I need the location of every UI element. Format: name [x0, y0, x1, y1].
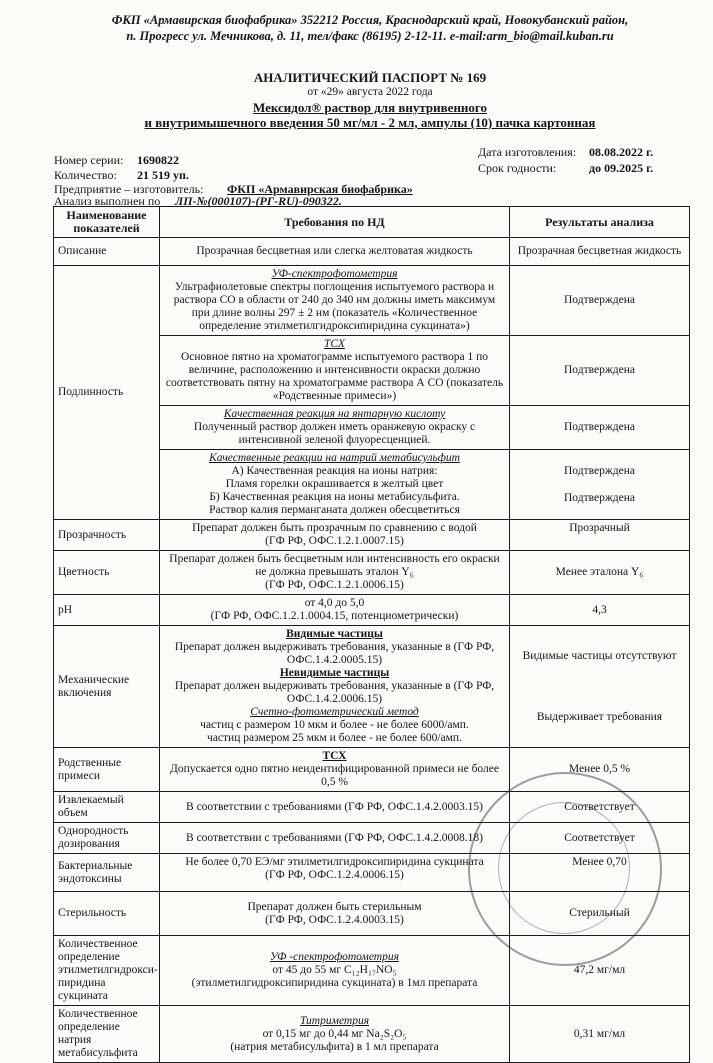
document-title: [120, 70, 620, 130]
product-name-line-2: и внутримышечного введения 50 мг/мл - 2 мл, ампулы (10) пачка картонная: [144, 115, 596, 130]
requirement-reference: (ГФ РФ, ОФС.1.2.4.0006.15): [265, 869, 404, 881]
analysis-table: [53, 206, 690, 1063]
method-label: Невидимые частицы: [279, 667, 390, 679]
row-result: Подтверждена: [510, 406, 690, 450]
series-label: Номер серии:: [54, 153, 124, 167]
row-name: Цветность: [54, 551, 160, 595]
requirement-text: от 4,0 до 5,0: [304, 597, 365, 609]
row-name: Количественное определение этилметилгидрокси-пиридина сукцината: [54, 936, 160, 1006]
method-label: Видимые частицы: [286, 628, 383, 640]
method-label: ТСХ: [324, 338, 345, 350]
row-result: Прозрачный: [510, 520, 690, 551]
row-requirement: В соответствии с требованиями (ГФ РФ, ОФС.1.4.2.0008.18): [160, 823, 510, 854]
requirement-text: Не более 0,70 ЕЭ/мг этилметилгидроксипиридина сукцината: [185, 856, 484, 868]
organization-header: [70, 12, 670, 44]
requirement-text: Препарат должен быть прозрачным по сравнению с водой: [192, 522, 477, 534]
table-row: [54, 748, 690, 792]
table-row: [54, 823, 690, 854]
table-header-row: [54, 207, 690, 238]
requirement-text: частиц с размером 10 мкм и более - не более 6000/амп.: [200, 719, 469, 731]
method-label: Титриметрия: [299, 1014, 370, 1027]
requirement-text: от 45 до 55 мг C₁₂H₁₇NO₅: [272, 964, 397, 976]
row-result: Подтверждена: [510, 336, 690, 406]
method-label: Счетно-фотометрический метод: [250, 706, 419, 718]
row-result: Подтверждена: [510, 266, 690, 336]
manufacturer-label: Предприятие – изготовитель:: [54, 182, 204, 196]
mfg-date-value: 08.08.2022 г.: [589, 145, 654, 159]
requirement-text: А) Качественная реакция на ионы натрия:: [231, 465, 438, 477]
table-row: [54, 936, 690, 1006]
row-requirement: [160, 520, 510, 551]
requirement-text: Полученный раствор должен иметь оранжевую окраску с интенсивной зеленой флуоресценцией.: [193, 421, 476, 446]
expiry-label: Срок годности:: [478, 161, 557, 175]
row-result: 47,2 мг/мл: [510, 936, 690, 1006]
row-requirement: Прозрачная бесцветная или слегка желтоватая жидкость: [160, 238, 510, 266]
row-requirement: [160, 626, 510, 748]
table-row: [54, 1006, 690, 1063]
method-label: Качественная реакция на янтарную кислоту: [223, 408, 446, 420]
requirement-text: (этилметилгидроксипиридина сукцината) в 1мл препарата: [191, 977, 478, 989]
method-label: УФ -спектрофотометрия: [270, 951, 399, 963]
quantity-value: 21 519 уп.: [137, 168, 189, 182]
requirement-text: Препарат должен быть стерильным: [247, 900, 422, 913]
header-line-1: ФКП «Армавирская биофабрика» 352212 Россия, Краснодарский край, Новокубанский район,: [111, 13, 629, 27]
row-requirement: [160, 551, 510, 595]
requirement-text: Препарат должен выдерживать требования, указанные в (ГФ РФ, ОФС.1.4.2.0005.15): [174, 641, 495, 666]
row-name: Количественное определение натрия метабисульфита: [54, 1006, 160, 1063]
row-requirement: В соответствии с требованиями (ГФ РФ, ОФС.1.4.2.0003.15): [160, 792, 510, 823]
table-row: [54, 854, 690, 892]
table-row: [54, 551, 690, 595]
result-invisible: Выдерживает требования: [536, 710, 663, 723]
row-name: Родственные примеси: [54, 748, 160, 792]
requirement-reference: (ГФ РФ, ОФС.1.2.1.0007.15): [265, 535, 404, 547]
row-requirement: [160, 266, 510, 336]
table-row: [54, 892, 690, 936]
row-requirement: [160, 936, 510, 1006]
table-row: [54, 266, 690, 336]
header-requirements: Требования по НД: [160, 207, 510, 238]
row-result: Прозрачная бесцветная жидкость: [510, 238, 690, 266]
table-row: [54, 520, 690, 551]
row-requirement: [160, 854, 510, 892]
row-result: Соответствует: [510, 792, 690, 823]
requirement-text: частиц размером 25 мкм и более - не более 600/амп.: [207, 732, 462, 744]
passport-number: АНАЛИТИЧЕСКИЙ ПАСПОРТ № 169: [253, 70, 487, 85]
quantity-label: Количество:: [54, 168, 117, 182]
row-result: 0,31 мг/мл: [510, 1006, 690, 1063]
requirement-text: Б) Качественная реакция на ионы метабисульфита.: [209, 491, 460, 503]
row-name: Бактериальные эндотоксины: [54, 854, 160, 892]
row-requirement: [160, 892, 510, 936]
row-name: Однородность дозирования: [54, 823, 160, 854]
header-results: Результаты анализа: [510, 207, 690, 238]
table-row: [54, 238, 690, 266]
header-line-2: п. Прогресс ул. Мечникова, д. 11, тел/факс (86195) 2-12-11. e-mail:arm_bio@mail.kuban.ru: [126, 29, 614, 43]
requirement-text: Пламя горелки окрашивается в желтый цвет: [225, 478, 444, 490]
analysis-label: Анализ выполнен по: [54, 194, 161, 208]
quantity-field: [54, 168, 189, 183]
row-result: Менее эталона Y₆: [510, 551, 690, 595]
mfg-date-label: Дата изготовления:: [478, 145, 577, 159]
row-requirement: [160, 748, 510, 792]
row-result: 4,3: [510, 595, 690, 626]
row-requirement: [160, 450, 510, 520]
row-requirement: [160, 595, 510, 626]
row-result: Стерильный: [510, 892, 690, 936]
requirement-text: (натрия метабисульфита) в 1 мл препарата: [230, 1040, 439, 1053]
row-name: Прозрачность: [54, 520, 160, 551]
row-result: Менее 0,5 %: [510, 748, 690, 792]
row-result: [510, 626, 690, 748]
row-name: Извлекаемый объем: [54, 792, 160, 823]
requirement-text: Препарат должен выдерживать требования, указанные в (ГФ РФ, ОФС.1.4.2.0006.15): [174, 680, 495, 705]
row-result: [510, 450, 690, 520]
row-requirement: [160, 336, 510, 406]
requirement-text: Раствор калия перманганата должен обесцветиться: [209, 504, 460, 516]
row-result: Менее 0,70: [510, 854, 690, 892]
mfg-date-field: [478, 145, 653, 160]
result-visible: Видимые частицы отсутствуют: [522, 649, 677, 662]
table-row: [54, 626, 690, 748]
row-name: Механические включения: [54, 626, 160, 748]
requirement-text: Основное пятно на хроматограмме испытуемого раствора 1 по величине, расположению и интенсивности окраски должно соответствовать пятну на хроматограмме раствора А СО (показатель «Родственные примеси»): [165, 351, 504, 402]
passport-date: от «29» августа 2022 года: [307, 86, 433, 98]
method-label: ТСХ: [322, 750, 347, 762]
requirement-reference: (ГФ РФ, ОФС.1.2.4.0003.15): [265, 913, 404, 926]
manufacturer-value: ФКП «Армавирская биофабрика»: [227, 182, 413, 196]
row-requirement: [160, 1006, 510, 1063]
row-name: Подлинность: [54, 266, 160, 520]
expiry-field: [478, 161, 653, 176]
expiry-value: до 09.2025 г.: [589, 161, 654, 175]
table-row: [54, 595, 690, 626]
series-field: [54, 153, 179, 168]
requirement-text: Допускается одно пятно неидентифицированной примеси не более 0,5 %: [170, 763, 499, 788]
requirement-reference: (ГФ РФ, ОФС.1.2.1.0004.15, потенциометрически): [210, 610, 459, 622]
requirement-text: Ультрафиолетовые спектры поглощения испытуемого раствора и раствора СО в области от 240 до 340 нм должны иметь максимум при длине волны 297 ± 2 нм (показатель «Количественное определение этилметилгидроксипиридина сукцината»): [173, 281, 496, 332]
series-value: 1690822: [137, 153, 179, 167]
requirement-text: Препарат должен быть бесцветным или интенсивность его окраски не должна превышать эталон Y₆: [169, 553, 500, 578]
row-result: Соответствует: [510, 823, 690, 854]
product-name-line-1: Мексидол® раствор для внутривенного: [252, 100, 488, 115]
table-row: [54, 792, 690, 823]
row-name: рН: [54, 595, 160, 626]
row-name: Описание: [54, 238, 160, 266]
header-indicator: Наименование показателей: [54, 207, 160, 238]
result-a: Подтверждена: [564, 464, 635, 477]
method-label: Качественные реакции на натрий метабисульфит: [209, 452, 460, 464]
row-name: Стерильность: [54, 892, 160, 936]
method-label: УФ-спектрофотометрия: [271, 268, 398, 280]
requirement-reference: (ГФ РФ, ОФС.1.2.1.0006.15): [265, 579, 404, 591]
analysis-value: ЛП-№(000107)-(РГ-RU)-090322.: [175, 194, 342, 208]
requirement-text: от 0,15 мг до 0,44 мг Na₂S₂O₅: [262, 1027, 407, 1040]
result-b: Подтверждена: [564, 491, 635, 504]
row-requirement: [160, 406, 510, 450]
